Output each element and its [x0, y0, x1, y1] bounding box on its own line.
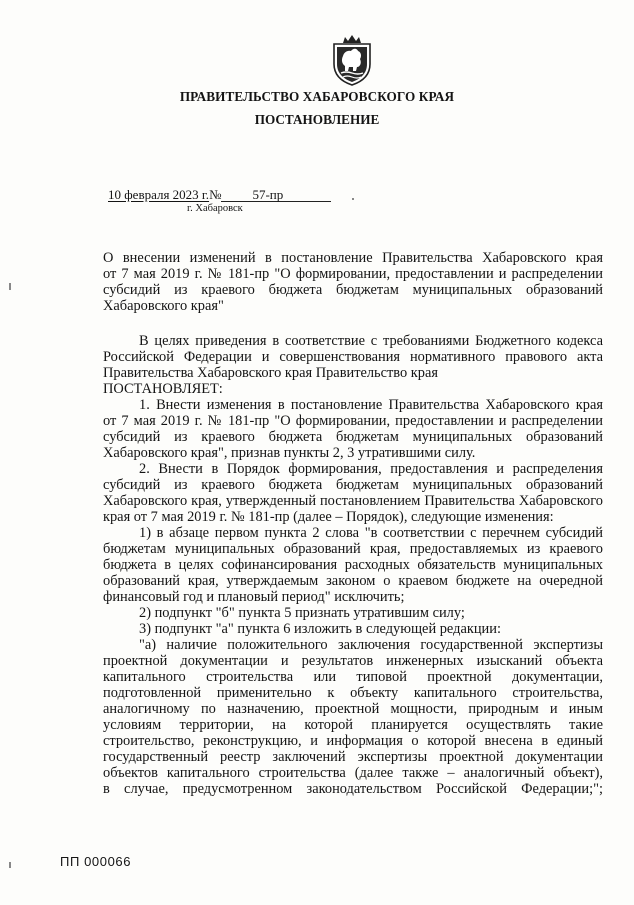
body-line: образований края, утверждаемым законом о краевом бюджете на очередной [103, 573, 603, 589]
body-line: от 7 мая 2019 г. № 181-пр "О формировании, предоставлении и распределении [103, 413, 603, 429]
body-line: строительство, реконструкцию, и информация о которой внесена в единый [103, 733, 603, 749]
document-body [103, 333, 603, 797]
document-type: ПОСТАНОВЛЕНИЕ [254, 112, 380, 127]
scan-mark [9, 283, 11, 290]
body-line: Хабаровского края, утвержденный постановлением Правительства Хабаровского [103, 493, 603, 509]
body-line: государственный реестр заключений экспертизы проектной документации [103, 749, 603, 765]
body-line: условиям территории, на которой планируется осуществлять такие [103, 717, 603, 733]
organization-title: ПРАВИТЕЛЬСТВО ХАБАРОВСКОГО КРАЯ [179, 89, 455, 104]
body-line: 1. Внести изменения в постановление Правительства Хабаровского края [139, 397, 603, 413]
scan-mark [9, 862, 11, 868]
body-line: Российской Федерации и совершенствования нормативного правового акта [103, 349, 603, 365]
body-line: аналогичному по назначению, проектной мощности, природным и иным [103, 701, 603, 717]
body-line: края от 7 мая 2019 г. № 181-пр (далее – Порядок), следующие изменения: [103, 509, 554, 525]
body-line: проектной документации и результатов инженерных изысканий объекта [103, 653, 603, 669]
document-date: 10 февраля 2023 г. [108, 187, 210, 202]
body-line: 3) подпункт "а" пункта 6 изложить в следующей редакции: [139, 621, 501, 637]
number-sign: № [209, 187, 222, 202]
body-line: В целях приведения в соответствие с требованиями Бюджетного кодекса [139, 333, 603, 349]
khabarovsk-krai-coat-of-arms-icon [331, 34, 373, 86]
subject-line: Хабаровского края" [103, 298, 224, 314]
body-line: субсидий из краевого бюджета бюджетам муниципальных образований [103, 429, 603, 445]
scan-mark [352, 198, 354, 200]
document-number: 57-пр [221, 188, 331, 202]
body-line: Хабаровского края", признав пункты 2, 3 утратившими силу. [103, 445, 476, 461]
body-line: "а) наличие положительного заключения государственной экспертизы [139, 637, 603, 653]
body-line: 2. Внести в Порядок формирования, предоставления и распределения [139, 461, 603, 477]
subject-line: субсидий из краевого бюджета бюджетам муниципальных образований [103, 282, 603, 298]
body-line: финансовый год и плановый период" исключить; [103, 589, 405, 605]
document-city: г. Хабаровск [187, 203, 243, 214]
body-line: объектов капитального строительства (далее также – аналогичный объект), [103, 765, 603, 781]
subject-line: от 7 мая 2019 г. № 181-пр "О формировании, предоставлении и распределении [103, 266, 603, 282]
body-line: Правительства Хабаровского края Правительство края [103, 365, 438, 381]
body-line: капитального строительства или типовой проектной документации, [103, 669, 603, 685]
body-line: 1) в абзаце первом пункта 2 слова "в соответствии с перечнем субсидий [139, 525, 603, 541]
body-line: 2) подпункт "б" пункта 5 признать утратившим силу; [139, 605, 465, 621]
body-line: в случае, предусмотренном законодательством Российской Федерации;"; [103, 781, 603, 797]
subject-line: О внесении изменений в постановление Правительства Хабаровского края [103, 250, 603, 266]
body-line: подготовленной применительно к объекту капитального строительства, [103, 685, 603, 701]
document-subject [103, 250, 603, 314]
body-line: бюджетам муниципальных образований края, предоставляемых из краевого [103, 541, 603, 557]
body-line: бюджета в целях софинансирования расходных обязательств муниципальных [103, 557, 603, 573]
body-line: субсидий из краевого бюджета бюджетам муниципальных образований [103, 477, 603, 493]
form-code: ПП 000066 [60, 854, 132, 869]
document-date-line [108, 187, 331, 203]
body-line: ПОСТАНОВЛЯЕТ: [103, 381, 223, 397]
